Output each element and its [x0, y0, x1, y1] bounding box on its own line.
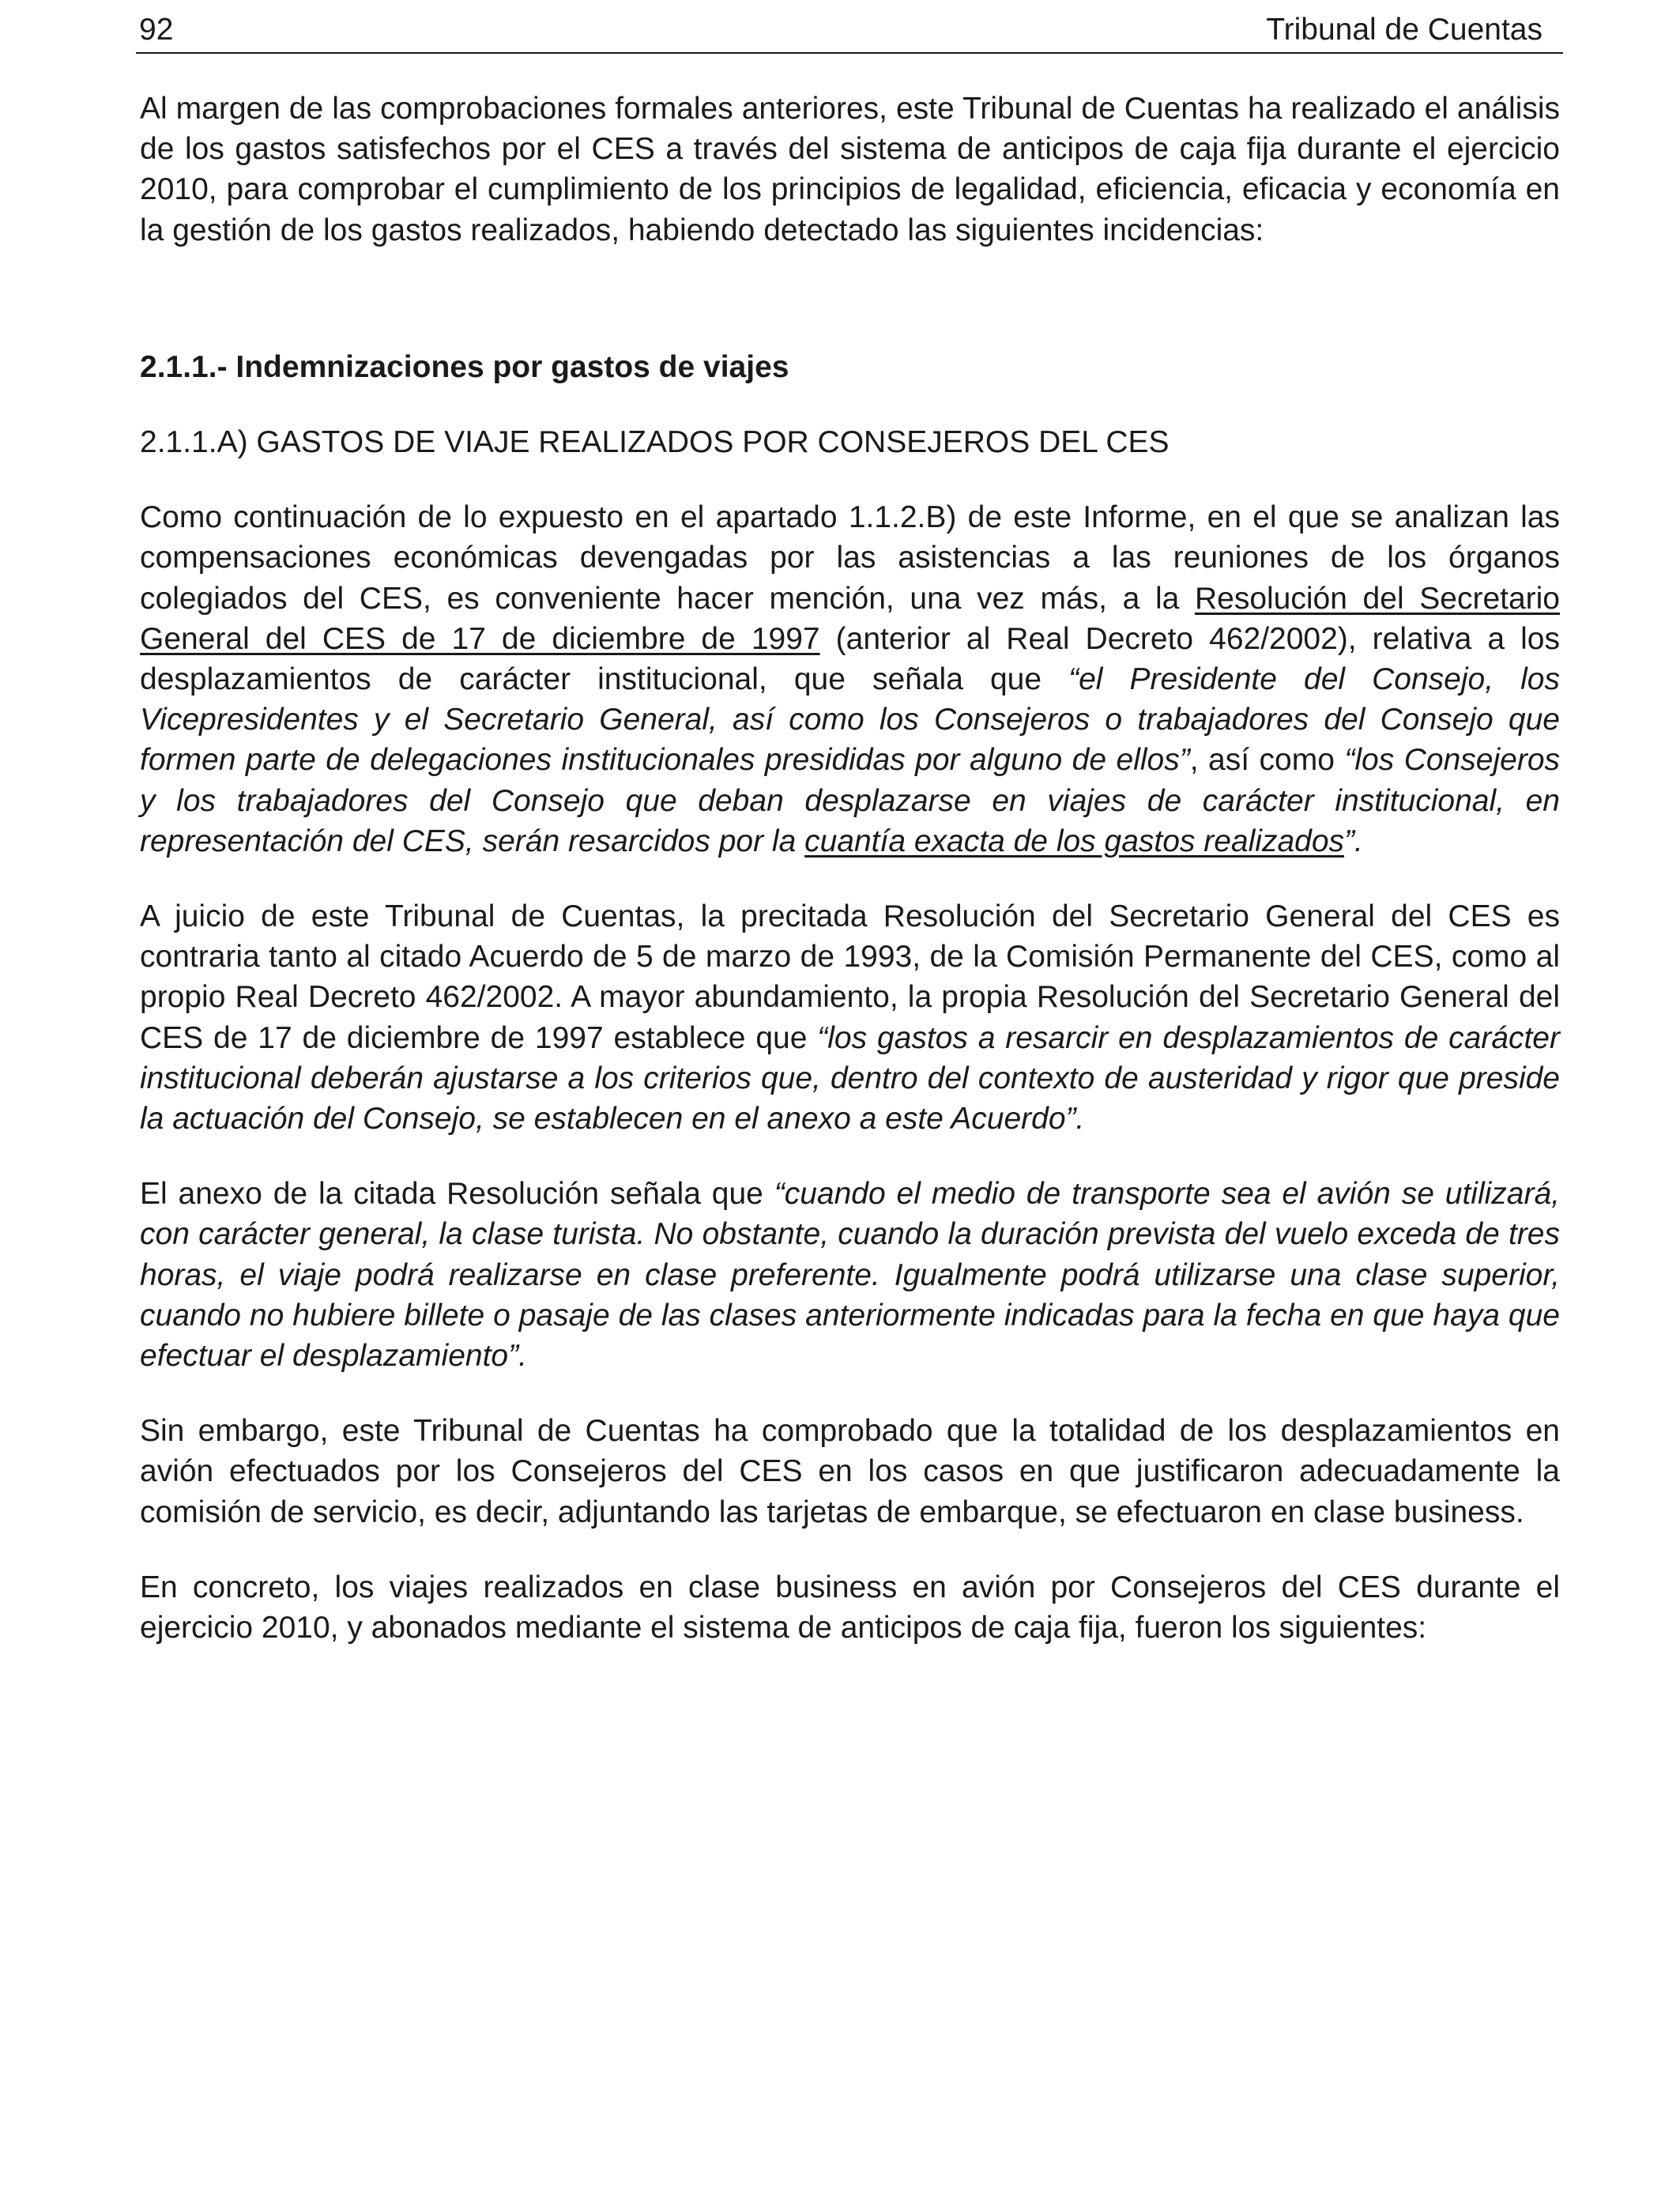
paragraph-trips-list-intro: En concreto, los viajes realizados en clase business en avión por Consejeros del CES durante el ejercicio 2010, y abonados mediante el sistema de anticipos de caja fija, fueron los siguientes: [140, 1570, 1560, 1646]
paragraph-text: El anexo de la citada Resolución señala que [140, 1177, 774, 1212]
running-title: Tribunal de Cuentas [1266, 13, 1543, 47]
paragraph-annex [140, 1174, 1560, 1376]
italic-quote: “los gastos a resarcir en desplazamientos de carácter institucional deberán ajustarse a los criterios que, dentro del contexto de austeridad y rigor que preside la actuación del Consejo, se establecen en el anexo a este Acuerdo”. [140, 1020, 1560, 1137]
italic-quote: “cuando el medio de transporte sea el avión se utilizará, con carácter general, la clase turista. No obstante, cuando la duración prevista del vuelo exceda de tres horas, el viaje podrá realizarse en clase preferente. Igualmente podrá utilizarse una clase superior, cuando no hubiere billete o pasaje de las clases anteriormente indicadas para la fecha en que haya que efectuar el desplazamiento”. [140, 1177, 1560, 1374]
paragraph-text: A juicio de este Tribunal de Cuentas, la precitada Resolución del Secretario General del CES es contraria tanto al citado Acuerdo de 5 de marzo de 1993, de la Comisión Permanente del CES, como al propio Real Decreto 462/2002. A mayor abundamiento, la propia Resolución del Secretario General del CES de 17 de diciembre de 1997 establece que [140, 899, 1560, 1055]
paragraph-tribunal-opinion [140, 896, 1560, 1139]
paragraph-text: (anterior al Real Decreto 462/2002), relativa a los desplazamientos de carácter institucional, que señala que [140, 621, 1560, 697]
header-divider [136, 52, 1563, 54]
italic-quote-end: ”. [1344, 824, 1363, 858]
intro-paragraph: Al margen de las comprobaciones formales anteriores, este Tribunal de Cuentas ha realizado el análisis de los gastos satisfechos por el CES a través del sistema de anticipos de caja fija durante el ejercicio 2010, para comprobar el cumplimiento de los principios de legalidad, eficiencia, eficacia y economía en la gestión de los gastos realizados, habiendo detectado las siguientes incidencias: [140, 92, 1560, 247]
italic-quote: “el Presidente del Consejo, los Vicepresidentes y el Secretario General, así como los Consejeros o trabajadores del Consejo que formen parte de delegaciones institucionales presididas por alguno de ellos” [140, 662, 1560, 778]
italic-quote: “los Consejeros y los trabajadores del Consejo que deban desplazarse en viajes de carácter institucional, en representación del CES, serán resarcidos por la [140, 743, 1561, 858]
running-header [136, 6, 1563, 54]
italic-underlined-quote: cuantía exacta de los gastos realizados [804, 824, 1345, 858]
paragraph-resolution [140, 497, 1560, 861]
body-text [140, 89, 1560, 1648]
underlined-reference: Resolución del Secretario General del CES de 17 de diciembre de 1997 [140, 581, 1560, 656]
paragraph-text: , así como [1189, 743, 1345, 778]
paragraph-text: Como continuación de lo expuesto en el apartado 1.1.2.B) de este Informe, en el que se analizan las compensaciones económicas devengadas por las asistencias a las reuniones de los órganos colegiados del CES, es conveniente hacer mención, una vez más, a la [140, 500, 1560, 616]
subsection-heading: 2.1.1.A) GASTOS DE VIAJE REALIZADOS POR CONSEJEROS DEL CES [140, 425, 1170, 460]
page-number: 92 [139, 13, 174, 47]
paragraph-business-class: Sin embargo, este Tribunal de Cuentas ha comprobado que la totalidad de los desplazamientos en avión efectuados por los Consejeros del CES en los casos en que justificaron adecuadamente la comisión de servicio, es decir, adjuntando las tarjetas de embarque, se efectuaron en clase business. [140, 1414, 1560, 1529]
section-heading: 2.1.1.- Indemnizaciones por gastos de viajes [140, 349, 789, 384]
